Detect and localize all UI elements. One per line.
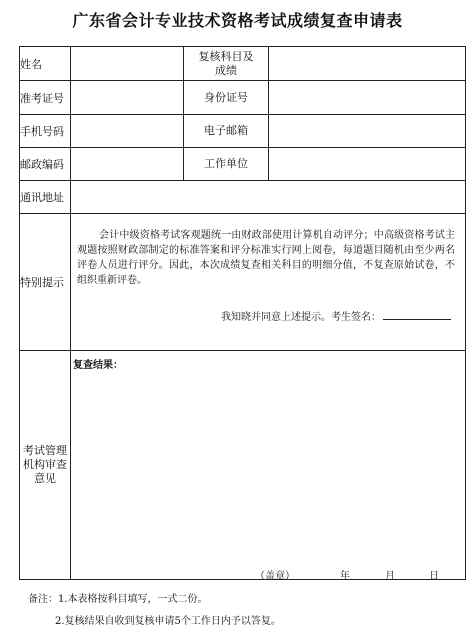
signature-field[interactable] <box>383 308 451 320</box>
row-name <box>20 47 466 81</box>
employer-field[interactable] <box>269 148 466 181</box>
pledge-text: 我知晓并同意上述提示。考生签名： <box>221 312 381 323</box>
month-label: 月 <box>385 571 395 582</box>
review-result-label: 复查结果： <box>73 360 123 371</box>
application-form-table <box>19 46 466 580</box>
review-cell[interactable] <box>71 351 466 580</box>
address-label: 通讯地址 <box>20 181 71 214</box>
review-label-line2: 机构审查 <box>23 458 67 471</box>
year-label: 年 <box>340 571 350 582</box>
review-label-line3: 意见 <box>34 472 56 485</box>
row-ticket <box>20 81 466 115</box>
row-notice <box>20 214 466 351</box>
pledge-line <box>71 308 465 338</box>
notice-label: 特别提示 <box>20 214 71 351</box>
seal-label: （盖章） <box>255 571 295 582</box>
name-label: 姓名 <box>20 47 71 81</box>
address-field[interactable] <box>71 181 466 214</box>
subjects-label <box>184 47 269 81</box>
ticket-label: 准考证号 <box>20 81 71 115</box>
form-title: 广东省会计专业技术资格考试成绩复查申请表 <box>72 11 403 30</box>
note-line-1: 备注：1.本表格按科目填写，一式二份。 <box>28 594 208 605</box>
subjects-field[interactable] <box>269 47 466 81</box>
subjects-label-line2: 成绩 <box>215 63 237 77</box>
review-label <box>20 351 71 580</box>
id-field[interactable] <box>269 81 466 115</box>
ticket-field[interactable] <box>71 81 184 115</box>
row-phone <box>20 115 466 148</box>
phone-label: 手机号码 <box>20 115 71 148</box>
phone-field[interactable] <box>71 115 184 148</box>
email-label: 电子邮箱 <box>184 115 269 148</box>
notice-cell <box>71 214 466 351</box>
postal-label: 邮政编码 <box>20 148 71 181</box>
notes <box>28 589 281 633</box>
name-field[interactable] <box>71 47 184 81</box>
day-label: 日 <box>429 571 439 582</box>
id-label: 身份证号 <box>184 81 269 115</box>
row-address <box>20 181 466 214</box>
row-review <box>20 351 466 580</box>
employer-label: 工作单位 <box>184 148 269 181</box>
review-label-line1: 考试管理 <box>23 444 67 457</box>
note-line-2: 2.复核结果自收到复核申请5个工作日内予以答复。 <box>55 616 281 627</box>
email-field[interactable] <box>269 115 466 148</box>
row-postal <box>20 148 466 181</box>
notice-text: 会计中级资格考试客观题统一由财政部使用计算机自动评分；中高级资格考试主观题按照财政部制定的标准答案和评分标准实行网上阅卷，每道题目随机由至少两名评卷人员进行评分。因此，本次成绩复查相关科目的明细分值，不复查原始试卷，不组织重新评卷。 <box>77 230 455 286</box>
postal-field[interactable] <box>71 148 184 181</box>
subjects-label-line1: 复核科目及 <box>198 49 254 63</box>
